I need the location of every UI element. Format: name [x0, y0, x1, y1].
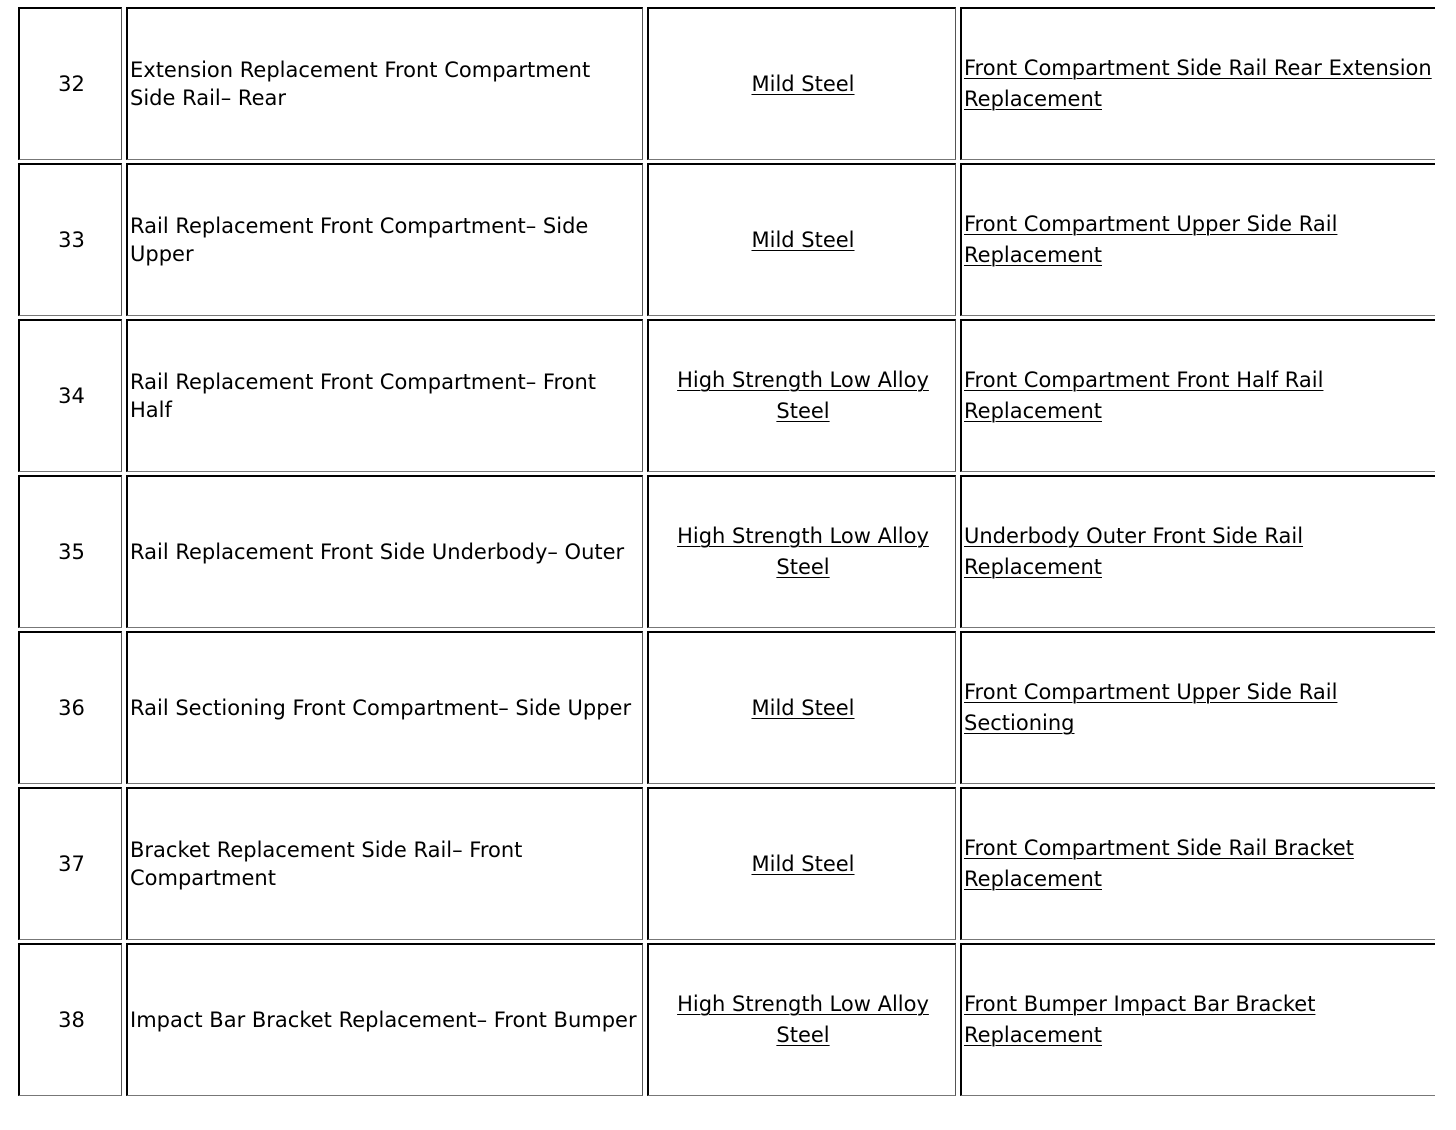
- material-cell: [647, 631, 956, 784]
- part-description: Rail Replacement Front Compartment– Front Half: [126, 319, 643, 472]
- procedure-cell: [960, 631, 1435, 784]
- material-link[interactable]: High Strength Low Alloy Steel: [677, 368, 929, 423]
- table-row: [18, 7, 1435, 160]
- part-description: Rail Sectioning Front Compartment– Side Upper: [126, 631, 643, 784]
- procedure-link[interactable]: Front Compartment Upper Side Rail Replacement: [964, 212, 1338, 267]
- procedure-link[interactable]: Front Compartment Side Rail Rear Extension Replacement: [964, 56, 1432, 111]
- table-row: [18, 163, 1435, 316]
- row-number: 34: [18, 319, 122, 472]
- procedure-link[interactable]: Front Compartment Front Half Rail Replacement: [964, 368, 1324, 423]
- procedure-link[interactable]: Underbody Outer Front Side Rail Replacement: [964, 524, 1304, 579]
- part-description: Rail Replacement Front Compartment– Side Upper: [126, 163, 643, 316]
- row-number: 37: [18, 787, 122, 940]
- procedure-cell: [960, 319, 1435, 472]
- table-row: [18, 943, 1435, 1096]
- material-link[interactable]: Mild Steel: [751, 851, 855, 876]
- row-number: 35: [18, 475, 122, 628]
- part-description: Rail Replacement Front Side Underbody– Outer: [126, 475, 643, 628]
- procedure-link[interactable]: Front Bumper Impact Bar Bracket Replacement: [964, 992, 1316, 1047]
- part-description: Extension Replacement Front Compartment Side Rail– Rear: [126, 7, 643, 160]
- material-link[interactable]: Mild Steel: [751, 695, 855, 720]
- procedure-link[interactable]: Front Compartment Upper Side Rail Sectioning: [964, 680, 1338, 735]
- material-cell: [647, 943, 956, 1096]
- part-description: Bracket Replacement Side Rail– Front Compartment: [126, 787, 643, 940]
- parts-table: [16, 5, 1435, 1099]
- material-cell: [647, 319, 956, 472]
- row-number: 32: [18, 7, 122, 160]
- parts-table-container: [16, 5, 1435, 1130]
- material-cell: [647, 787, 956, 940]
- table-row: [18, 319, 1435, 472]
- procedure-cell: [960, 475, 1435, 628]
- table-row: [18, 631, 1435, 784]
- procedure-cell: [960, 163, 1435, 316]
- table-row: [18, 475, 1435, 628]
- material-cell: [647, 7, 956, 160]
- procedure-link[interactable]: Front Compartment Side Rail Bracket Replacement: [964, 836, 1354, 891]
- row-number: 33: [18, 163, 122, 316]
- material-cell: [647, 163, 956, 316]
- material-link[interactable]: High Strength Low Alloy Steel: [677, 992, 929, 1047]
- procedure-cell: [960, 7, 1435, 160]
- table-row: [18, 787, 1435, 940]
- procedure-cell: [960, 787, 1435, 940]
- material-link[interactable]: Mild Steel: [751, 71, 855, 96]
- row-number: 38: [18, 943, 122, 1096]
- material-link[interactable]: High Strength Low Alloy Steel: [677, 524, 929, 579]
- material-link[interactable]: Mild Steel: [751, 227, 855, 252]
- procedure-cell: [960, 943, 1435, 1096]
- part-description: Impact Bar Bracket Replacement– Front Bumper: [126, 943, 643, 1096]
- row-number: 36: [18, 631, 122, 784]
- material-cell: [647, 475, 956, 628]
